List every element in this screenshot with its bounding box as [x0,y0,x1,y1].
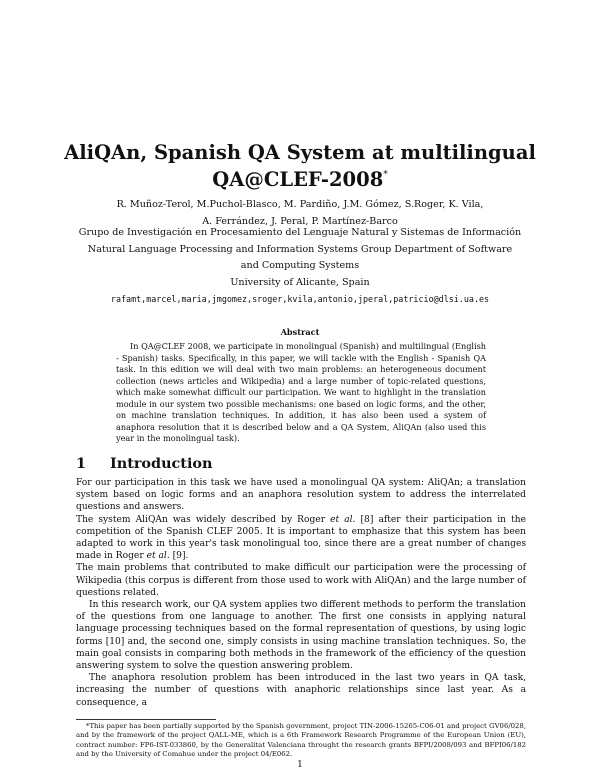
body-paragraph-2-part-c: [9]. [169,551,189,562]
title-line-1: AliQAn, Spanish QA System at multilingual [64,141,536,164]
section-number: 1 [76,455,87,472]
abstract-heading: Abstract [280,327,320,337]
footnote: *This paper has been partially supported by the Spanish government, project TIN-2006-15265-C06-01 and project GV06/028, and by the framework of the project QALL-ME, which is a 6th Framework Research Programme of the European Union (EU), contract number: FP6-IST-033860, by the Generalitat Valenciana throught the research grants BFPI/2008/093 and BFPI06/182 and by the University of Comahue under the project 04/E062. [76,722,526,759]
title-footnote-mark: * [383,170,388,180]
body-paragraph-2-part-b: [8] after their participation in the competition of the Spanish CLEF 2005. It is important to emphasize that this system has been adapted to work in this year's task monolingual too, since there are a great number of changes made in Roger [76,514,526,562]
body-text [76,477,526,709]
abstract-text: In QA@CLEF 2008, we participate in monolingual (Spanish) and multilingual (English - Spanish) tasks. Specifically, in this paper, we will tackle with the English - Spanish QA task. In this edition we will deal with two main problems: an heterogeneous document collection (news articles and Wikipedia) and a large number of topic-related questions, which make somewhat difficult our participation. We want to highlight in the translation module in our system two possible mechanisms: one based on logic forms, and the other, on machine translation techniques. In addition, it has also been used a system of anaphora resolution that it is described below and a QA System, AliQAn (also used this year in the monolingual task). [116,341,486,443]
body-paragraph-2 [76,514,526,563]
body-paragraph-1: For our participation in this task we have used a monolingual QA system: AliQAn; a translation system based on logic forms and an anaphora resolution system to address the interrelated questions and answers. [76,478,526,513]
footnote-rule [76,719,216,720]
title-line-2-text: QA@CLEF-2008 [212,168,384,191]
title-line-2 [60,164,540,191]
authors [40,198,560,228]
body-paragraph-2-part-a: The system AliQAn was widely described by Roger [76,514,331,525]
paper-title [60,141,540,191]
affiliation-line-2: Natural Language Processing and Information Systems Group Department of Software [87,243,513,255]
section-title: Introduction [110,455,213,472]
body-paragraph-2-etal-2: et al. [146,551,170,562]
authors-line-1: R. Muñoz-Terol, M.Puchol-Blasco, M. Pardiño, J.M. Gómez, S.Roger, K. Vila, [116,199,484,210]
affiliation [40,226,560,307]
body-paragraph-2-etal: et al. [330,514,356,525]
page-number: 1 [297,760,303,770]
affiliation-line-4: University of Alicante, Spain [230,276,370,288]
affiliation-line-1: Grupo de Investigación en Procesamiento del Lenguaje Natural y Sistemas de Información [78,227,522,238]
body-paragraph-5: The anaphora resolution problem has been introduced in the last two years in QA task, increasing the number of questions with anaphoric relationships since last year. As a consequence, a [76,673,526,708]
affiliation-line-3: and Computing Systems [240,260,360,271]
authors-line-2: A. Ferrández, J. Peral, P. Martínez-Barco [202,215,398,227]
author-emails: rafamt,marcel,maria,jmgomez,sroger,kvila,antonio,jperal,patricio@dlsi.ua.es [110,294,490,304]
body-paragraph-3: The main problems that contributed to make difficult our participation were the processing of Wikipedia (this corpus is different from those used to work with AliQAn) and the large number of questions related. [76,563,526,598]
section-heading [76,455,212,472]
body-paragraph-4: In this research work, our QA system applies two different methods to perform the translation of the questions from one language to another. The first one consists in applying natural language processing techniques based on the formal representation of questions, by using logic forms [10] and, the second one, simply consists in using machine translation techniques. So, the main goal consists in comparing both methods in the framework of the efficiency of the question answering system to solve the question answering problem. [76,600,526,672]
